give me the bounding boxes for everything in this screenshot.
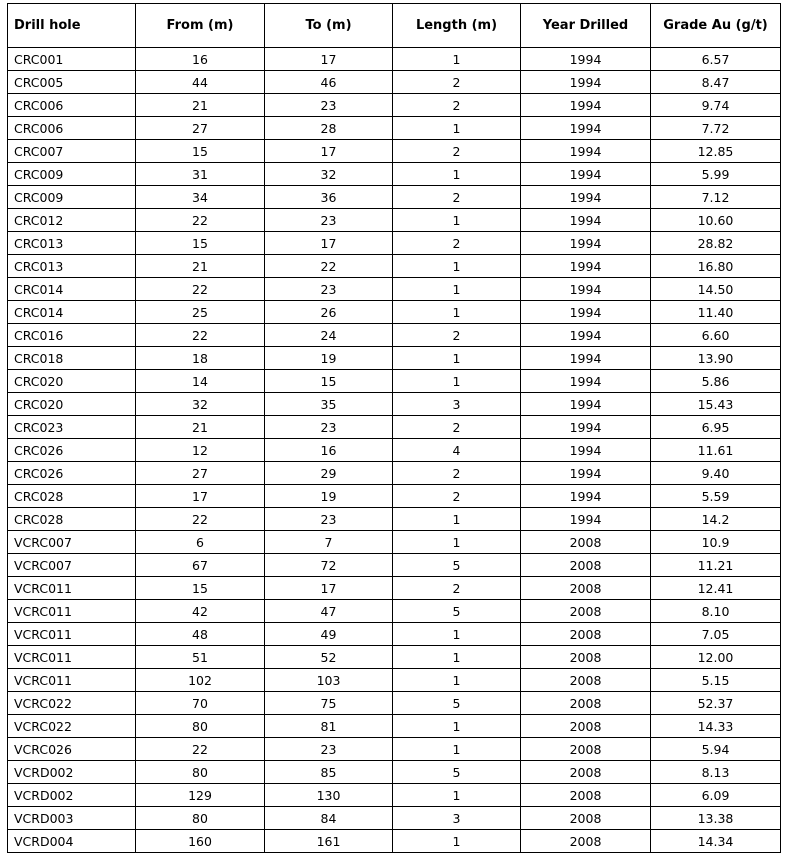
length-cell: 1: [393, 646, 521, 669]
year-drilled-cell: 1994: [521, 347, 651, 370]
length-cell: 1: [393, 830, 521, 853]
length-cell: 2: [393, 324, 521, 347]
grade-au-cell: 11.21: [651, 554, 781, 577]
from-cell: 22: [136, 209, 265, 232]
year-drilled-cell: 2008: [521, 554, 651, 577]
grade-au-cell: 7.05: [651, 623, 781, 646]
length-cell: 1: [393, 738, 521, 761]
grade-au-cell: 14.2: [651, 508, 781, 531]
from-cell: 22: [136, 324, 265, 347]
header-year-drilled: Year Drilled: [521, 4, 651, 48]
length-cell: 2: [393, 186, 521, 209]
to-cell: 130: [265, 784, 393, 807]
year-drilled-cell: 2008: [521, 669, 651, 692]
grade-au-cell: 28.82: [651, 232, 781, 255]
table-row: [8, 784, 781, 807]
drill-hole-cell: CRC009: [8, 163, 136, 186]
to-cell: 17: [265, 140, 393, 163]
to-cell: 103: [265, 669, 393, 692]
drill-hole-cell: CRC001: [8, 48, 136, 71]
grade-au-cell: 16.80: [651, 255, 781, 278]
year-drilled-cell: 1994: [521, 278, 651, 301]
from-cell: 51: [136, 646, 265, 669]
grade-au-cell: 8.47: [651, 71, 781, 94]
grade-au-cell: 13.38: [651, 807, 781, 830]
drill-hole-cell: CRC023: [8, 416, 136, 439]
year-drilled-cell: 2008: [521, 531, 651, 554]
from-cell: 15: [136, 140, 265, 163]
year-drilled-cell: 2008: [521, 715, 651, 738]
to-cell: 52: [265, 646, 393, 669]
table-row: [8, 531, 781, 554]
drill-hole-cell: CRC007: [8, 140, 136, 163]
to-cell: 81: [265, 715, 393, 738]
length-cell: 1: [393, 301, 521, 324]
drill-hole-cell: VCRC011: [8, 646, 136, 669]
year-drilled-cell: 1994: [521, 370, 651, 393]
to-cell: 75: [265, 692, 393, 715]
table-row: [8, 347, 781, 370]
year-drilled-cell: 1994: [521, 301, 651, 324]
grade-au-cell: 52.37: [651, 692, 781, 715]
year-drilled-cell: 1994: [521, 439, 651, 462]
table-row: [8, 393, 781, 416]
length-cell: 3: [393, 807, 521, 830]
year-drilled-cell: 1994: [521, 462, 651, 485]
table-row: [8, 278, 781, 301]
year-drilled-cell: 2008: [521, 623, 651, 646]
drill-hole-cell: VCRD003: [8, 807, 136, 830]
header-to: To (m): [265, 4, 393, 48]
from-cell: 21: [136, 255, 265, 278]
length-cell: 1: [393, 508, 521, 531]
length-cell: 2: [393, 71, 521, 94]
table-row: [8, 807, 781, 830]
table-row: [8, 669, 781, 692]
drill-results-table: [7, 3, 781, 853]
grade-au-cell: 6.60: [651, 324, 781, 347]
drill-hole-cell: VCRD002: [8, 761, 136, 784]
drill-hole-cell: VCRC011: [8, 623, 136, 646]
grade-au-cell: 12.00: [651, 646, 781, 669]
to-cell: 17: [265, 577, 393, 600]
to-cell: 49: [265, 623, 393, 646]
from-cell: 6: [136, 531, 265, 554]
from-cell: 129: [136, 784, 265, 807]
to-cell: 22: [265, 255, 393, 278]
drill-hole-cell: CRC014: [8, 278, 136, 301]
length-cell: 2: [393, 94, 521, 117]
drill-hole-cell: VCRC011: [8, 600, 136, 623]
to-cell: 26: [265, 301, 393, 324]
grade-au-cell: 11.61: [651, 439, 781, 462]
to-cell: 23: [265, 738, 393, 761]
year-drilled-cell: 1994: [521, 94, 651, 117]
year-drilled-cell: 1994: [521, 163, 651, 186]
table-row: [8, 94, 781, 117]
table-row: [8, 439, 781, 462]
table-row: [8, 301, 781, 324]
table-row: [8, 186, 781, 209]
from-cell: 160: [136, 830, 265, 853]
header-row: [8, 4, 781, 48]
year-drilled-cell: 2008: [521, 830, 651, 853]
table-header: [8, 4, 781, 48]
length-cell: 1: [393, 209, 521, 232]
to-cell: 32: [265, 163, 393, 186]
from-cell: 25: [136, 301, 265, 324]
table-row: [8, 370, 781, 393]
from-cell: 17: [136, 485, 265, 508]
to-cell: 29: [265, 462, 393, 485]
from-cell: 21: [136, 416, 265, 439]
length-cell: 3: [393, 393, 521, 416]
year-drilled-cell: 1994: [521, 209, 651, 232]
to-cell: 46: [265, 71, 393, 94]
table-row: [8, 715, 781, 738]
from-cell: 80: [136, 761, 265, 784]
to-cell: 15: [265, 370, 393, 393]
from-cell: 22: [136, 738, 265, 761]
grade-au-cell: 13.90: [651, 347, 781, 370]
from-cell: 44: [136, 71, 265, 94]
grade-au-cell: 10.9: [651, 531, 781, 554]
table-row: [8, 324, 781, 347]
drill-hole-cell: VCRC011: [8, 669, 136, 692]
drill-hole-cell: VCRC011: [8, 577, 136, 600]
length-cell: 5: [393, 554, 521, 577]
from-cell: 12: [136, 439, 265, 462]
table-row: [8, 508, 781, 531]
length-cell: 1: [393, 48, 521, 71]
grade-au-cell: 5.15: [651, 669, 781, 692]
from-cell: 80: [136, 807, 265, 830]
from-cell: 80: [136, 715, 265, 738]
table-row: [8, 71, 781, 94]
grade-au-cell: 8.13: [651, 761, 781, 784]
drill-hole-cell: VCRC022: [8, 715, 136, 738]
grade-au-cell: 12.41: [651, 577, 781, 600]
to-cell: 19: [265, 485, 393, 508]
to-cell: 16: [265, 439, 393, 462]
table-row: [8, 255, 781, 278]
year-drilled-cell: 1994: [521, 416, 651, 439]
year-drilled-cell: 1994: [521, 117, 651, 140]
grade-au-cell: 7.12: [651, 186, 781, 209]
from-cell: 27: [136, 117, 265, 140]
from-cell: 102: [136, 669, 265, 692]
table-row: [8, 485, 781, 508]
length-cell: 1: [393, 255, 521, 278]
table-row: [8, 554, 781, 577]
drill-hole-cell: CRC012: [8, 209, 136, 232]
to-cell: 28: [265, 117, 393, 140]
year-drilled-cell: 2008: [521, 784, 651, 807]
length-cell: 1: [393, 117, 521, 140]
drill-hole-cell: VCRD002: [8, 784, 136, 807]
drill-results-table-container: [7, 3, 781, 853]
year-drilled-cell: 1994: [521, 324, 651, 347]
from-cell: 67: [136, 554, 265, 577]
grade-au-cell: 5.59: [651, 485, 781, 508]
grade-au-cell: 14.34: [651, 830, 781, 853]
drill-hole-cell: VCRC007: [8, 531, 136, 554]
from-cell: 34: [136, 186, 265, 209]
table-row: [8, 646, 781, 669]
drill-hole-cell: CRC026: [8, 439, 136, 462]
year-drilled-cell: 2008: [521, 577, 651, 600]
drill-hole-cell: VCRD004: [8, 830, 136, 853]
grade-au-cell: 12.85: [651, 140, 781, 163]
length-cell: 5: [393, 600, 521, 623]
year-drilled-cell: 1994: [521, 140, 651, 163]
header-from: From (m): [136, 4, 265, 48]
table-row: [8, 209, 781, 232]
year-drilled-cell: 1994: [521, 48, 651, 71]
drill-hole-cell: CRC009: [8, 186, 136, 209]
grade-au-cell: 7.72: [651, 117, 781, 140]
from-cell: 48: [136, 623, 265, 646]
length-cell: 1: [393, 784, 521, 807]
table-row: [8, 462, 781, 485]
length-cell: 2: [393, 416, 521, 439]
drill-hole-cell: CRC028: [8, 485, 136, 508]
drill-hole-cell: CRC016: [8, 324, 136, 347]
table-row: [8, 577, 781, 600]
table-row: [8, 163, 781, 186]
drill-hole-cell: VCRC022: [8, 692, 136, 715]
length-cell: 1: [393, 715, 521, 738]
year-drilled-cell: 2008: [521, 738, 651, 761]
to-cell: 23: [265, 508, 393, 531]
grade-au-cell: 6.09: [651, 784, 781, 807]
year-drilled-cell: 1994: [521, 255, 651, 278]
table-row: [8, 117, 781, 140]
grade-au-cell: 5.94: [651, 738, 781, 761]
grade-au-cell: 14.50: [651, 278, 781, 301]
to-cell: 17: [265, 232, 393, 255]
length-cell: 2: [393, 462, 521, 485]
header-length: Length (m): [393, 4, 521, 48]
from-cell: 70: [136, 692, 265, 715]
table-row: [8, 232, 781, 255]
length-cell: 2: [393, 140, 521, 163]
to-cell: 23: [265, 278, 393, 301]
length-cell: 1: [393, 347, 521, 370]
to-cell: 36: [265, 186, 393, 209]
table-row: [8, 761, 781, 784]
to-cell: 17: [265, 48, 393, 71]
to-cell: 23: [265, 416, 393, 439]
length-cell: 1: [393, 163, 521, 186]
table-row: [8, 48, 781, 71]
from-cell: 16: [136, 48, 265, 71]
drill-hole-cell: CRC026: [8, 462, 136, 485]
from-cell: 27: [136, 462, 265, 485]
from-cell: 32: [136, 393, 265, 416]
drill-hole-cell: CRC005: [8, 71, 136, 94]
from-cell: 15: [136, 577, 265, 600]
grade-au-cell: 15.43: [651, 393, 781, 416]
drill-hole-cell: CRC020: [8, 393, 136, 416]
to-cell: 23: [265, 94, 393, 117]
to-cell: 85: [265, 761, 393, 784]
table-row: [8, 623, 781, 646]
from-cell: 22: [136, 508, 265, 531]
table-row: [8, 600, 781, 623]
length-cell: 5: [393, 692, 521, 715]
from-cell: 31: [136, 163, 265, 186]
grade-au-cell: 8.10: [651, 600, 781, 623]
year-drilled-cell: 1994: [521, 71, 651, 94]
from-cell: 22: [136, 278, 265, 301]
table-row: [8, 738, 781, 761]
drill-hole-cell: CRC006: [8, 94, 136, 117]
length-cell: 1: [393, 623, 521, 646]
year-drilled-cell: 2008: [521, 646, 651, 669]
to-cell: 35: [265, 393, 393, 416]
drill-hole-cell: CRC006: [8, 117, 136, 140]
table-row: [8, 140, 781, 163]
length-cell: 5: [393, 761, 521, 784]
to-cell: 47: [265, 600, 393, 623]
header-drill-hole: Drill hole: [8, 4, 136, 48]
to-cell: 161: [265, 830, 393, 853]
length-cell: 1: [393, 278, 521, 301]
year-drilled-cell: 1994: [521, 186, 651, 209]
grade-au-cell: 5.86: [651, 370, 781, 393]
drill-hole-cell: VCRC007: [8, 554, 136, 577]
year-drilled-cell: 1994: [521, 232, 651, 255]
grade-au-cell: 14.33: [651, 715, 781, 738]
length-cell: 1: [393, 370, 521, 393]
year-drilled-cell: 1994: [521, 393, 651, 416]
year-drilled-cell: 2008: [521, 807, 651, 830]
drill-hole-cell: CRC028: [8, 508, 136, 531]
from-cell: 15: [136, 232, 265, 255]
from-cell: 21: [136, 94, 265, 117]
grade-au-cell: 6.57: [651, 48, 781, 71]
grade-au-cell: 5.99: [651, 163, 781, 186]
to-cell: 72: [265, 554, 393, 577]
year-drilled-cell: 1994: [521, 508, 651, 531]
drill-hole-cell: CRC013: [8, 232, 136, 255]
drill-hole-cell: VCRC026: [8, 738, 136, 761]
grade-au-cell: 9.74: [651, 94, 781, 117]
from-cell: 18: [136, 347, 265, 370]
table-body: [8, 48, 781, 853]
to-cell: 24: [265, 324, 393, 347]
table-row: [8, 416, 781, 439]
drill-hole-cell: CRC013: [8, 255, 136, 278]
drill-hole-cell: CRC020: [8, 370, 136, 393]
drill-hole-cell: CRC014: [8, 301, 136, 324]
drill-hole-cell: CRC018: [8, 347, 136, 370]
from-cell: 42: [136, 600, 265, 623]
length-cell: 1: [393, 669, 521, 692]
grade-au-cell: 9.40: [651, 462, 781, 485]
to-cell: 19: [265, 347, 393, 370]
to-cell: 7: [265, 531, 393, 554]
year-drilled-cell: 1994: [521, 485, 651, 508]
to-cell: 84: [265, 807, 393, 830]
grade-au-cell: 11.40: [651, 301, 781, 324]
grade-au-cell: 6.95: [651, 416, 781, 439]
grade-au-cell: 10.60: [651, 209, 781, 232]
length-cell: 4: [393, 439, 521, 462]
year-drilled-cell: 2008: [521, 692, 651, 715]
to-cell: 23: [265, 209, 393, 232]
from-cell: 14: [136, 370, 265, 393]
length-cell: 2: [393, 485, 521, 508]
header-grade-au: Grade Au (g/t): [651, 4, 781, 48]
table-row: [8, 830, 781, 853]
year-drilled-cell: 2008: [521, 761, 651, 784]
table-row: [8, 692, 781, 715]
length-cell: 2: [393, 577, 521, 600]
year-drilled-cell: 2008: [521, 600, 651, 623]
length-cell: 1: [393, 531, 521, 554]
length-cell: 2: [393, 232, 521, 255]
